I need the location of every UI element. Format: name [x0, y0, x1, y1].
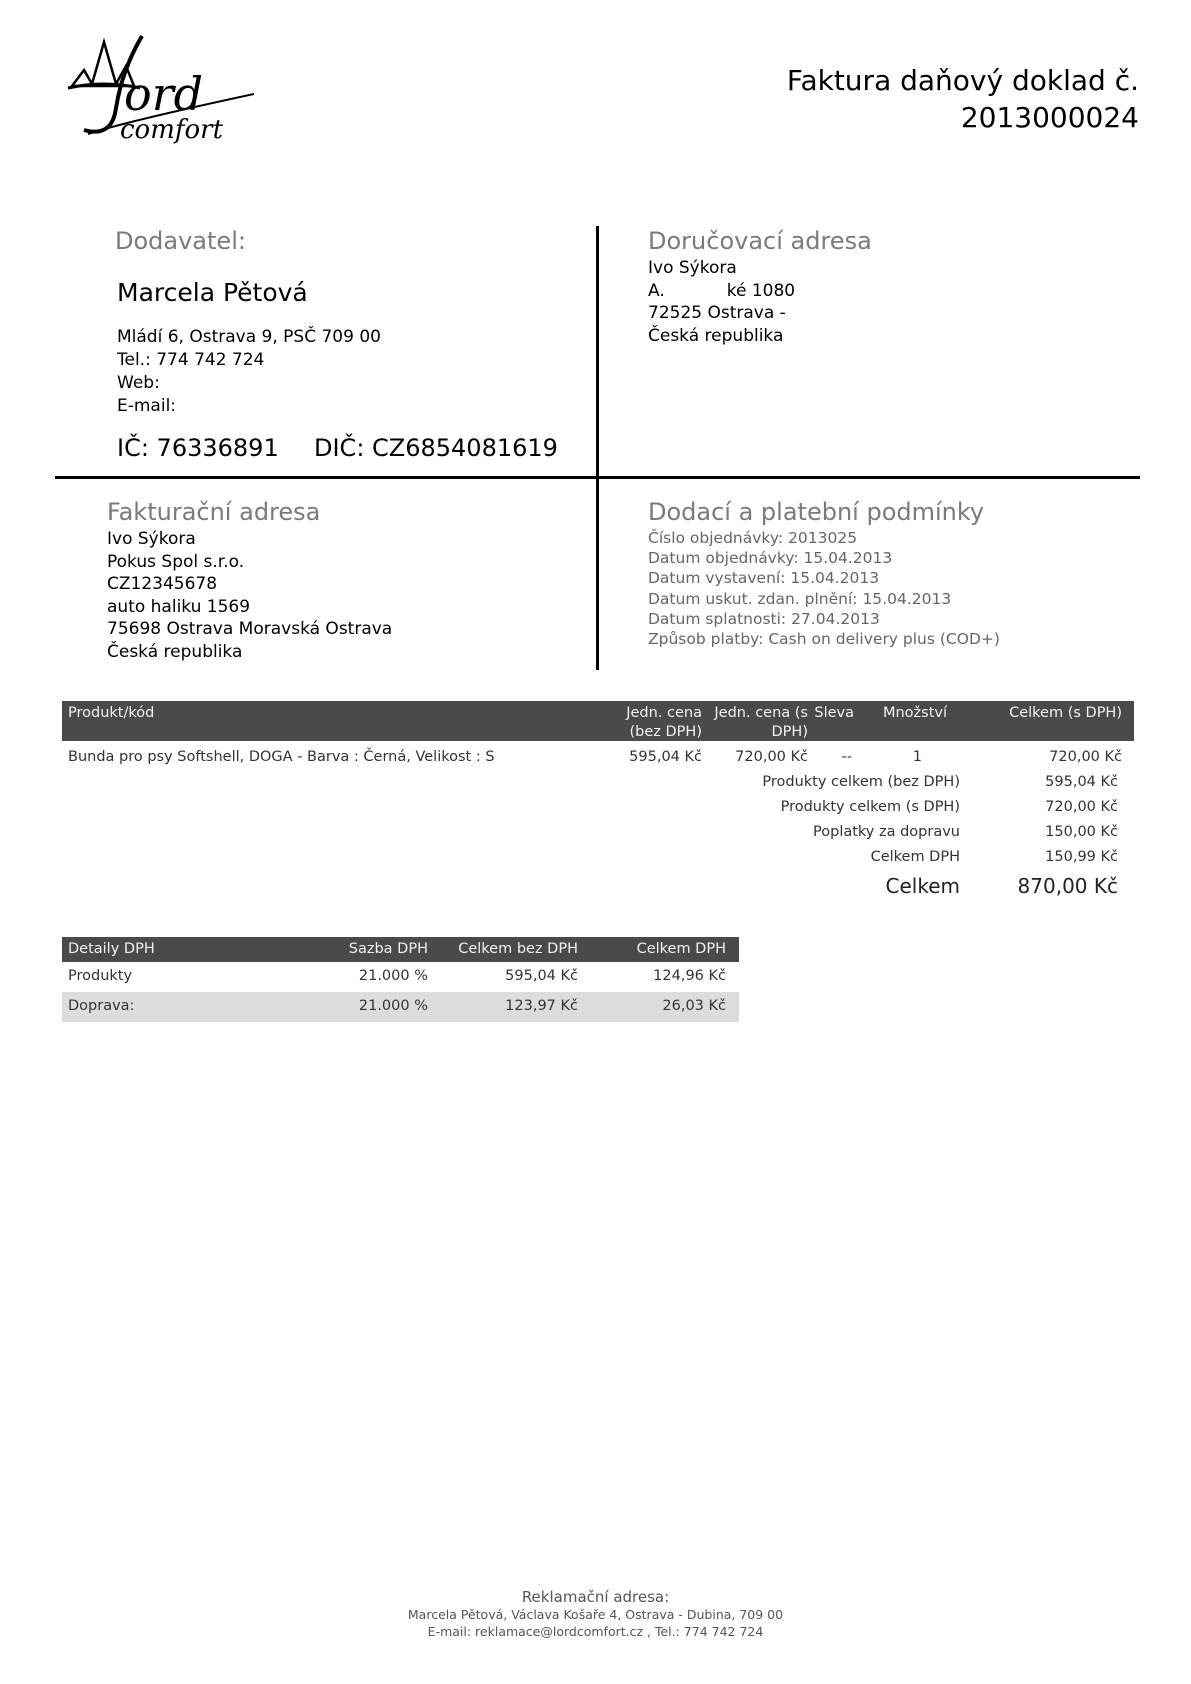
row-unit-net: 595,04 Kč	[629, 749, 702, 765]
col-vat-amount: Celkem DPH	[636, 941, 726, 957]
footer-address: Marcela Pětová, Václava Košaře 4, Ostrava - Dubina, 709 00	[407, 1607, 784, 1622]
crown-logo-icon	[64, 30, 254, 150]
row-total: 720,00 Kč	[1049, 749, 1122, 765]
vat-table-header	[62, 937, 739, 962]
table-row	[62, 962, 739, 992]
billing-line: Ivo Sýkora	[107, 529, 196, 549]
delivery-name: Ivo Sýkora	[648, 258, 737, 278]
col-discount: Sleva	[814, 705, 854, 721]
delivery-country: Česká republika	[648, 325, 784, 346]
conditions-list	[648, 528, 1000, 649]
vat-row-net: 123,97 Kč	[505, 998, 578, 1014]
col-product: Produkt/kód	[68, 705, 155, 721]
supplier-email: E-mail:	[117, 395, 391, 418]
summary-label: Produkty celkem (s DPH)	[780, 799, 960, 815]
conditions-heading: Dodací a platební podmínky	[648, 498, 985, 526]
supplier-tax-ids	[117, 434, 558, 462]
order-number: Číslo objednávky: 2013025	[648, 529, 858, 547]
vat-row-detail: Doprava:	[68, 998, 135, 1014]
logo-subtitle: comfort	[120, 115, 224, 145]
payment-method: Způsob platby: Cash on delivery plus (COD+)	[648, 630, 1000, 649]
invoice-title	[787, 62, 1139, 136]
billing-line: 75698 Ostrava Moravská Ostrava	[107, 619, 393, 640]
supplier-heading: Dodavatel:	[115, 227, 246, 255]
supplier-phone: Tel.: 774 742 724	[117, 350, 265, 370]
row-product: Bunda pro psy Softshell, DOGA - Barva : Černá, Velikost : S	[68, 749, 495, 765]
summary-value: 150,00 Kč	[1045, 824, 1118, 840]
taxable-supply-date: Datum uskut. zdan. plnění: 15.04.2013	[648, 589, 952, 608]
vat-row-rate: 21.000 %	[358, 998, 428, 1014]
row-unit-gross: 720,00 Kč	[735, 749, 808, 765]
delivery-address	[648, 257, 971, 347]
vat-row-rate: 21.000 %	[358, 968, 428, 984]
summary-value: 595,04 Kč	[1045, 774, 1118, 790]
vat-row-amount: 26,03 Kč	[662, 998, 726, 1014]
billing-line: auto haliku 1569	[107, 596, 251, 617]
horizontal-divider	[55, 476, 1140, 479]
supplier-address: Mládí 6, Ostrava 9, PSČ 709 00	[117, 327, 381, 347]
col-vat-rate: Sazba DPH	[348, 941, 428, 957]
col-total: Celkem (s DPH)	[1009, 705, 1122, 721]
vat-row-amount: 124,96 Kč	[653, 968, 726, 984]
vat-row-detail: Produkty	[68, 968, 133, 984]
footer	[0, 1588, 1191, 1640]
grand-total-label: Celkem	[885, 874, 960, 898]
supplier-contact	[117, 326, 391, 418]
summary-value: 720,00 Kč	[1045, 799, 1118, 815]
vertical-divider	[596, 226, 599, 670]
summary-value: 150,99 Kč	[1045, 849, 1118, 865]
col-unit-net: Jedn. cena (bez DPH)	[626, 705, 702, 740]
supplier-ic: IČ: 76336891	[117, 434, 279, 462]
footer-contact: E-mail: reklamace@lordcomfort.cz , Tel.: 774 742 724	[427, 1624, 764, 1639]
col-vat-detail: Detaily DPH	[68, 941, 155, 957]
invoice-title-label: Faktura daňový doklad č.	[786, 64, 1139, 97]
footer-heading: Reklamační adresa:	[521, 1588, 670, 1606]
billing-address	[107, 528, 392, 664]
redaction-block	[165, 374, 365, 392]
billing-line: Česká republika	[107, 641, 243, 662]
products-table	[62, 701, 1134, 773]
grand-total-value: 870,00 Kč	[1017, 874, 1118, 898]
summary-label: Celkem DPH	[870, 849, 960, 865]
supplier-web: Web:	[117, 372, 391, 395]
vat-table	[62, 937, 739, 1022]
redaction-block	[791, 304, 971, 322]
delivery-city: 72525 Ostrava -	[648, 302, 971, 325]
summary-label: Poplatky za dopravu	[813, 824, 960, 840]
row-quantity: 1	[912, 749, 922, 765]
summary-label: Produkty celkem (bez DPH)	[762, 774, 960, 790]
invoice-number: 2013000024	[960, 101, 1139, 134]
table-row	[62, 992, 739, 1022]
vat-row-net: 595,04 Kč	[505, 968, 578, 984]
table-row	[62, 741, 1134, 773]
delivery-street: A. ké 1080	[648, 280, 796, 301]
col-unit-gross: Jedn. cena (s DPH)	[714, 705, 808, 740]
order-date: Datum objednávky: 15.04.2013	[648, 549, 893, 568]
billing-address-heading: Fakturační adresa	[107, 498, 321, 526]
products-table-header	[62, 701, 1134, 741]
supplier-name: Marcela Pětová	[117, 278, 308, 307]
company-logo	[64, 30, 254, 150]
col-quantity: Množství	[882, 705, 947, 721]
due-date: Datum splatnosti: 27.04.2013	[648, 609, 880, 628]
redaction-block	[181, 397, 391, 415]
logo-wordmark: ord	[124, 67, 204, 121]
issue-date: Datum vystavení: 15.04.2013	[648, 569, 880, 588]
supplier-dic: DIČ: CZ6854081619	[314, 434, 558, 462]
col-vat-net: Celkem bez DPH	[458, 941, 578, 957]
billing-line: CZ12345678	[107, 574, 218, 595]
row-discount: --	[841, 749, 852, 765]
delivery-address-heading: Doručovací adresa	[648, 227, 872, 255]
billing-line: Pokus Spol s.r.o.	[107, 551, 245, 572]
